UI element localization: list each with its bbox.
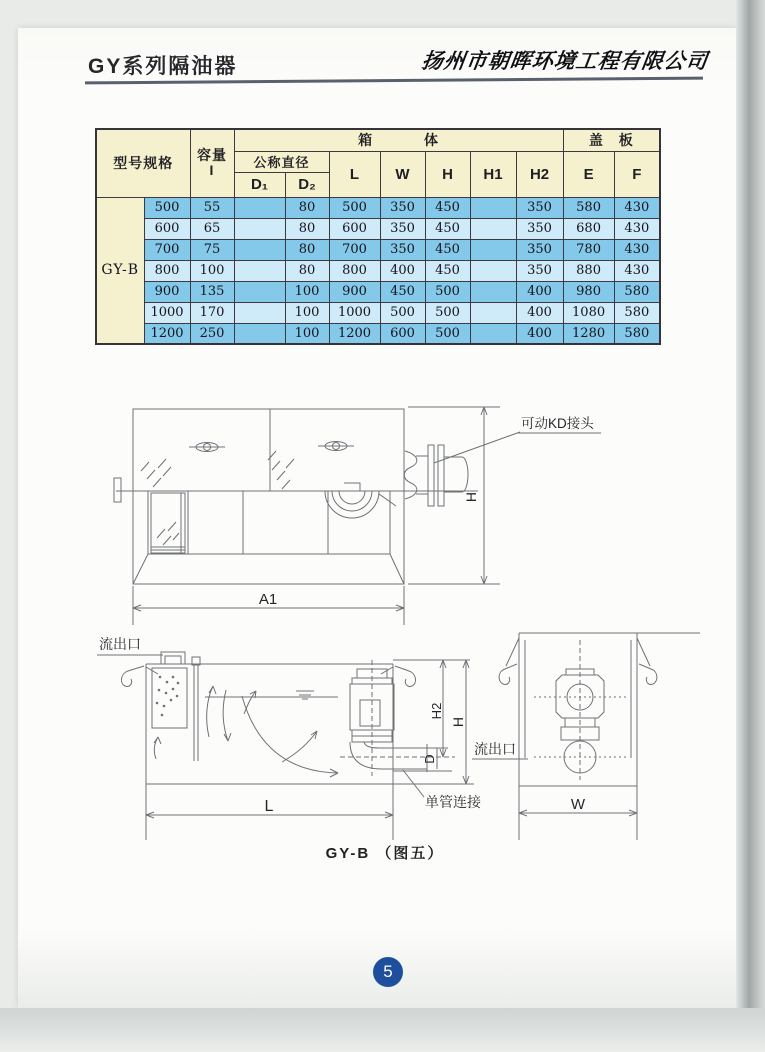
scan-edge-right [736, 0, 765, 1052]
cell-e: 1280 [563, 323, 614, 344]
cell-h2: 350 [516, 197, 563, 218]
d-dimension-label: D [422, 754, 437, 764]
cell-h1 [470, 281, 516, 302]
cell-size: 600 [144, 218, 190, 239]
cell-capacity: 250 [190, 323, 234, 344]
col-header-d2: D₂ [285, 172, 329, 197]
cell-e: 1080 [563, 302, 614, 323]
cell-f: 430 [614, 197, 660, 218]
perspective-view-drawing [114, 407, 601, 625]
cell-w: 400 [380, 260, 425, 281]
col-header-h2: H2 [516, 151, 563, 197]
l-dimension-label: L [264, 798, 274, 815]
cell-d2: 80 [285, 260, 329, 281]
cell-capacity: 170 [190, 302, 234, 323]
col-header-e: E [563, 151, 614, 197]
cell-l: 500 [329, 197, 380, 218]
cell-size: 1000 [144, 302, 190, 323]
col-group-box-body: 箱 体 [234, 129, 563, 151]
cell-h1 [470, 323, 516, 344]
a1-dimension-label: A1 [258, 591, 278, 608]
inlet-basket [152, 668, 187, 728]
cell-l: 1200 [329, 323, 380, 344]
cell-h2: 350 [516, 239, 563, 260]
page-title: GY系列隔油器 [88, 55, 238, 78]
col-header-l: L [329, 151, 380, 197]
w-dimension-label: W [570, 796, 586, 813]
cell-w: 450 [380, 281, 425, 302]
cell-size: 900 [144, 281, 190, 302]
col-header-capacity: 容量 I [190, 129, 234, 197]
cell-size: 800 [144, 260, 190, 281]
table-row [96, 218, 660, 239]
cell-d1 [234, 281, 285, 302]
flow-arrow [207, 686, 216, 737]
table-row [96, 323, 660, 344]
kd-joint-leader-line [434, 432, 601, 463]
lifting-hook [499, 664, 517, 684]
cell-e: 580 [563, 197, 614, 218]
col-header-w: W [380, 151, 425, 197]
cell-f: 580 [614, 281, 660, 302]
page-number-badge: 5 [373, 957, 403, 987]
cell-h2: 350 [516, 218, 563, 239]
col-header-nominal-diameter: 公称直径 [234, 151, 329, 172]
cell-f: 580 [614, 323, 660, 344]
model-cell: GY-B [96, 197, 144, 344]
technical-drawings [80, 385, 710, 870]
table-row [96, 260, 660, 281]
end-view-drawing [499, 633, 700, 840]
cell-capacity: 65 [190, 218, 234, 239]
h-dimension-label: H [463, 491, 479, 503]
flow-arrow [244, 691, 256, 714]
cell-e: 680 [563, 218, 614, 239]
cell-w: 350 [380, 218, 425, 239]
flow-arrow [242, 696, 338, 777]
cell-d2: 80 [285, 218, 329, 239]
flow-arrow [223, 690, 231, 741]
kd-joint-label: 可动KD接头 [521, 416, 594, 431]
cell-size: 1200 [144, 323, 190, 344]
cell-d1 [234, 302, 285, 323]
cell-f: 430 [614, 260, 660, 281]
cell-d2: 80 [285, 197, 329, 218]
cell-w: 350 [380, 197, 425, 218]
h-dimension-label: H [450, 716, 466, 728]
cell-h2: 400 [516, 281, 563, 302]
cell-d1 [234, 323, 285, 344]
cell-size: 500 [144, 197, 190, 218]
hatching [157, 522, 179, 545]
cell-h1 [470, 239, 516, 260]
cell-d1 [234, 218, 285, 239]
cell-h2: 400 [516, 302, 563, 323]
cell-w: 500 [380, 302, 425, 323]
h2-dimension-label: H2 [429, 702, 444, 720]
cell-h1 [470, 260, 516, 281]
col-header-f: F [614, 151, 660, 197]
cell-h: 450 [425, 239, 470, 260]
cell-e: 880 [563, 260, 614, 281]
cell-d2: 100 [285, 281, 329, 302]
scan-edge-bottom [0, 1008, 765, 1052]
col-header-model-spec: 型号规格 [96, 129, 190, 197]
cell-h1 [470, 218, 516, 239]
cell-e: 980 [563, 281, 614, 302]
table-row [96, 239, 660, 260]
figure-caption: GY-B （图五） [325, 845, 445, 862]
flow-arrow [282, 731, 317, 762]
lifting-hook [639, 664, 657, 684]
cell-d2: 80 [285, 239, 329, 260]
company-name: 扬州市朝晖环境工程有限公司 [420, 48, 710, 73]
cell-d1 [234, 260, 285, 281]
cell-h: 500 [425, 302, 470, 323]
cell-capacity: 75 [190, 239, 234, 260]
cell-d2: 100 [285, 302, 329, 323]
cell-e: 780 [563, 239, 614, 260]
flow-arrow [154, 737, 161, 759]
cross-section-drawing [97, 652, 528, 840]
cell-h1 [470, 302, 516, 323]
cell-capacity: 55 [190, 197, 234, 218]
cell-capacity: 100 [190, 260, 234, 281]
cell-d1 [234, 197, 285, 218]
cell-size: 700 [144, 239, 190, 260]
table-row [96, 197, 660, 218]
cell-l: 700 [329, 239, 380, 260]
hatching [268, 451, 294, 489]
col-group-cover-plate: 盖 板 [563, 129, 660, 151]
table-row [96, 281, 660, 302]
cell-h: 500 [425, 323, 470, 344]
outlet-label-left: 流出口 [99, 636, 141, 652]
cell-l: 600 [329, 218, 380, 239]
strainer-dots [156, 676, 180, 717]
spec-table [95, 128, 661, 345]
h-dimension-line [408, 407, 500, 584]
outlet-label-right: 流出口 [474, 741, 516, 757]
lifting-hook [395, 666, 416, 686]
lifting-hook [121, 666, 144, 686]
cell-l: 900 [329, 281, 380, 302]
cell-l: 800 [329, 260, 380, 281]
single-pipe-label: 单管连接 [425, 794, 481, 810]
cell-d2: 100 [285, 323, 329, 344]
cell-capacity: 135 [190, 281, 234, 302]
outlet-riser [350, 684, 394, 730]
cell-l: 1000 [329, 302, 380, 323]
cell-f: 430 [614, 218, 660, 239]
cell-d1 [234, 239, 285, 260]
baffle [192, 657, 200, 761]
cell-h2: 400 [516, 323, 563, 344]
cell-h: 450 [425, 218, 470, 239]
col-header-d1: D₁ [234, 172, 285, 197]
col-header-h1: H1 [470, 151, 516, 197]
cell-f: 430 [614, 239, 660, 260]
cell-f: 580 [614, 302, 660, 323]
hatching [141, 459, 171, 487]
col-header-h: H [425, 151, 470, 197]
cell-w: 350 [380, 239, 425, 260]
cell-h2: 350 [516, 260, 563, 281]
table-row [96, 302, 660, 323]
cell-w: 600 [380, 323, 425, 344]
cell-h: 450 [425, 260, 470, 281]
cell-h1 [470, 197, 516, 218]
cell-h: 450 [425, 197, 470, 218]
cell-h: 500 [425, 281, 470, 302]
